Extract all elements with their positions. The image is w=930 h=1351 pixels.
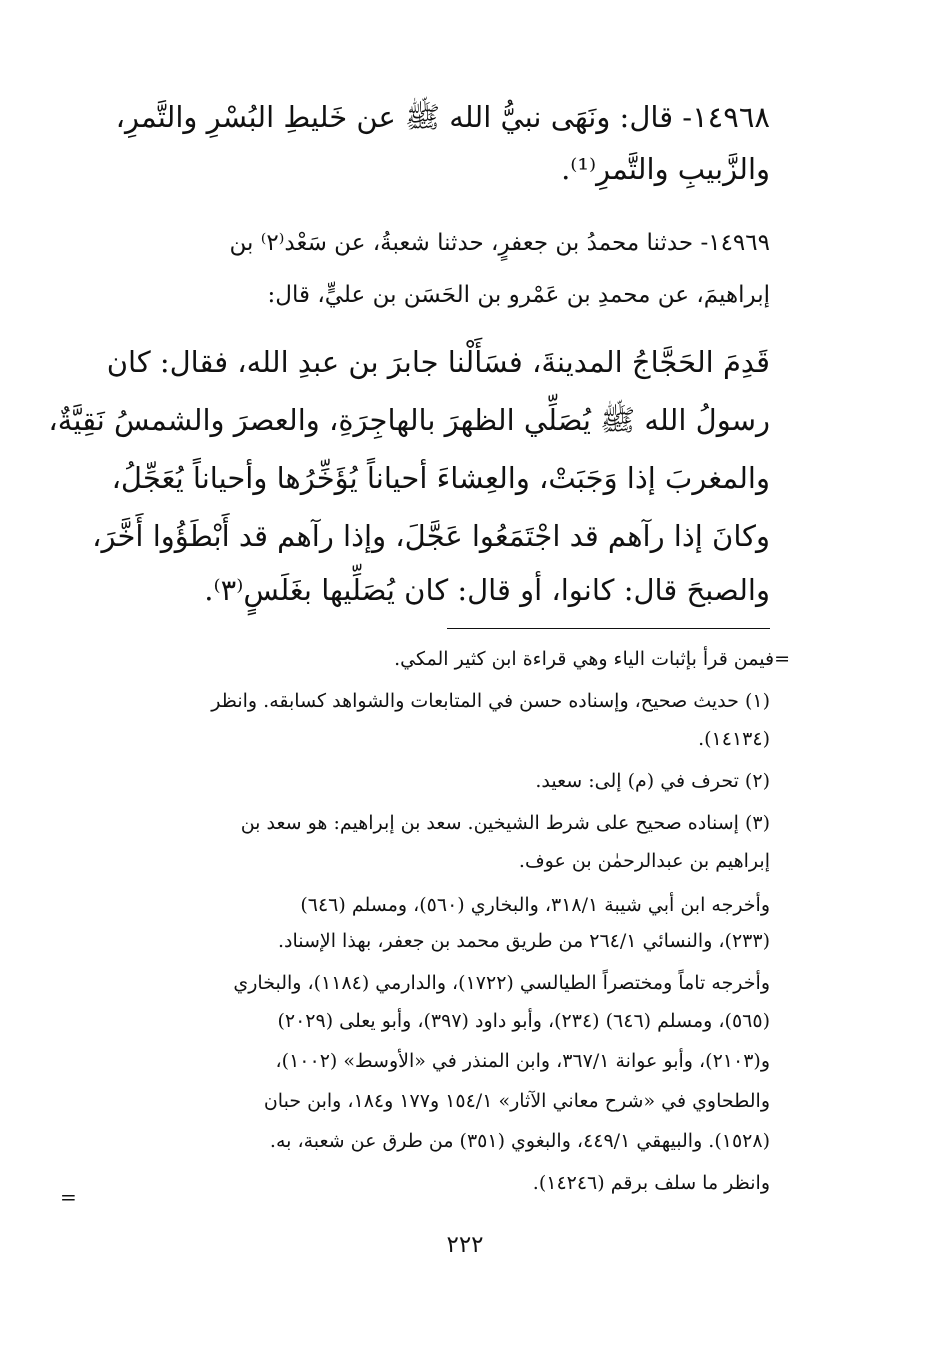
hadith-14969-matn-line-4: وكانَ إذا رآهم قد اجْتَمَعُوا عَجَّلَ، وإذا رآهم قد أَبْطَؤُوا أَخَّرَ، [92,519,770,553]
footnote-line: وانظر ما سلف برقم (١٤٢٤٦). [532,1172,770,1194]
page-number: ٢٢٢ [446,1232,484,1258]
footnote-line: (٥٦٥)، ومسلم (٦٤٦) (٢٣٤)، وأبو داود (٣٩٧)، وأبو يعلى (٢٠٢٩) [277,1010,770,1032]
footnote-line: وأخرجه ابن أبي شيبة ٣١٨/١، والبخاري (٥٦٠)، ومسلم (٦٤٦) [300,894,770,916]
hadith-14968-line-2: والزَّبيبِ والتَّمرِ⁽¹⁾. [561,152,770,186]
continuation-mark: = [60,1185,77,1209]
hadith-14969-matn-line-3: والمغربَ إذا وَجَبَتْ، والعِشاءَ أحياناً يُؤَخِّرُها وأحياناً يُعَجِّلُ، [111,461,770,495]
hadith-14969-matn-line-1: قَدِمَ الحَجَّاجُ المدينةَ، فسَأَلْنا جابرَ بن عبدِ الله، فقال: كان [106,345,770,379]
footnote-line: (١٤١٣٤). [698,728,770,750]
footnote-line: =فيمن قرأ بإثبات الياء وهي قراءة ابن كثير المكي. [394,648,790,670]
footnote-line: (١٥٢٨). والبيهقي ٤٤٩/١، والبغوي (٣٥١) من طرق عن شعبة، به. [269,1130,770,1152]
hadith-14969-matn-line-5: والصبحَ قال: كانوا، أو قال: كان يُصَلِّيها بغَلَسٍ⁽٣⁾. [204,573,770,607]
footnote-line: إبراهيم بن عبدالرحمٰن بن عوف. [518,850,770,872]
footnote-line: والطحاوي في «شرح معاني الآثار» ١٥٤/١ و١٧٧ و١٨٤، وابن حبان [263,1090,770,1112]
footnote-line: (١) حديث صحيح، وإسناده حسن في المتابعات والشواهد كسابقه. وانظر [211,690,770,712]
hadith-14969-isnad-line-1: ١٤٩٦٩- حدثنا محمدُ بن جعفرٍ، حدثنا شعبةُ، عن سَعْد⁽٢⁾ بن [229,230,770,256]
footnote-line: (٢) تحرف في (م) إلى: سعيد. [535,770,770,792]
footnote-line: (٢٣٣)، والنسائي ٢٦٤/١ من طريق محمد بن جعفر، بهذا الإسناد. [277,930,770,952]
footnote-line: (٣) إسناده صحيح على شرط الشيخين. سعد بن إبراهيم: هو سعد بن [240,812,770,834]
hadith-14969-isnad-line-2: إبراهيمَ، عن محمدِ بن عَمْرو بن الحَسَن بن عليٍّ، قال: [267,282,770,308]
hadith-14969-matn-line-2: رسولُ الله ﷺ يُصَلِّي الظهرَ بالهاجِرَةِ، والعصرَ والشمسُ نَقِيَّةٌ، [48,403,770,437]
footnote-separator [447,628,770,629]
footnote-line: وأخرجه تاماً ومختصراً الطيالسي (١٧٢٢)، والدارمي (١١٨٤)، والبخاري [233,972,770,994]
footnote-line: و(٢١٠٣)، وأبو عوانة ٣٦٧/١، وابن المنذر في «الأوسط» (١٠٠٢)، [275,1050,770,1072]
hadith-14968-line-1: ١٤٩٦٨- قال: ونَهَى نبيُّ الله ﷺ عن خَليطِ البُسْرِ والتَّمرِ، [115,100,770,134]
